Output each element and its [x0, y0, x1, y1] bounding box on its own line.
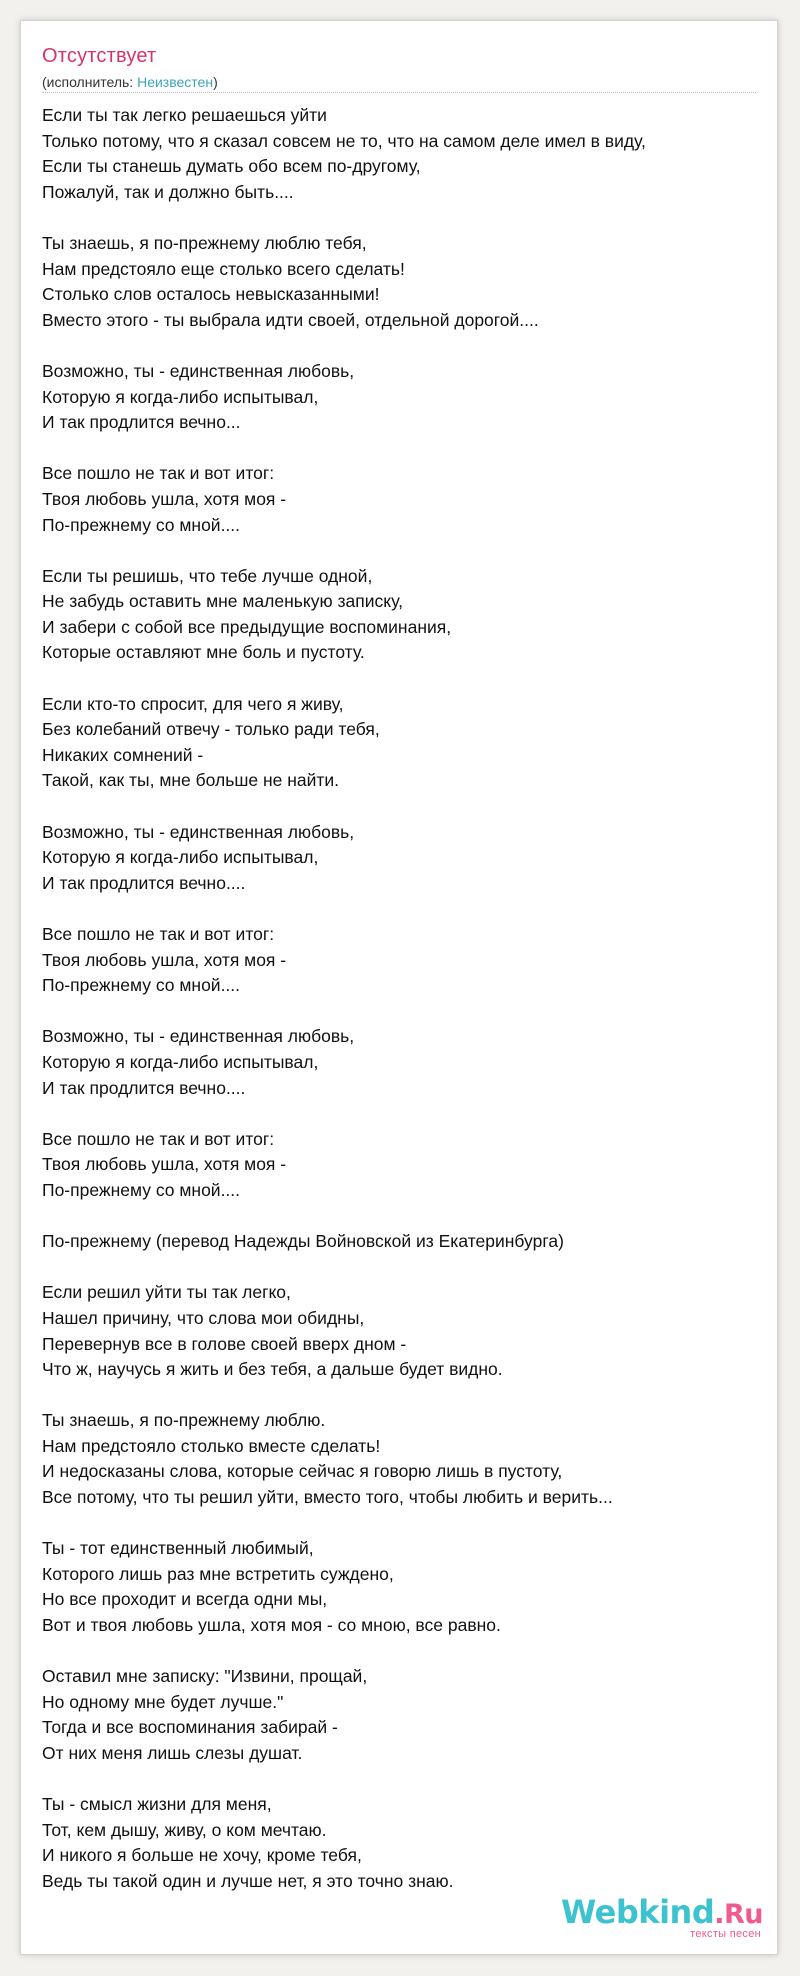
lyrics-stanza: [42, 103, 762, 205]
artist-prefix: (исполнитель:: [42, 74, 138, 90]
lyrics-line: И никого я больше не хочу, кроме тебя,: [42, 1845, 362, 1866]
lyrics-line: Твоя любовь ушла, хотя моя -: [42, 949, 287, 970]
lyrics-stanza: [42, 1664, 762, 1766]
lyrics-line: Тогда и все воспоминания забирай -: [42, 1717, 338, 1738]
lyrics-line: Ведь ты такой один и лучше нет, я это точно знаю.: [42, 1870, 454, 1891]
logo-wordmark: [561, 1893, 763, 1931]
lyrics-stanza: [42, 1127, 762, 1204]
lyrics-stanza: [42, 1280, 762, 1382]
lyrics-line: Тот, кем дышу, живу, о ком мечтаю.: [42, 1819, 327, 1840]
lyrics-line: Нам предстояло еще столько всего сделать!: [42, 258, 405, 279]
lyrics-line: И недосказаны слова, которые сейчас я говорю лишь в пустоту,: [42, 1461, 563, 1482]
site-logo[interactable]: [561, 1893, 763, 1940]
lyrics-line: Столько слов осталось невысказанными!: [42, 284, 380, 305]
lyrics-line: Все пошло не так и вот итог:: [42, 463, 275, 484]
lyrics-line: Вот и твоя любовь ушла, хотя моя - со мною, все равно.: [42, 1615, 501, 1636]
lyrics-line: По-прежнему со мной....: [42, 1179, 241, 1200]
lyrics-line: Если кто-то спросит, для чего я живу,: [42, 693, 344, 714]
lyrics-stanza: [42, 231, 762, 333]
logo-tld: .Ru: [714, 1899, 763, 1930]
lyrics-line: Никаких сомнений -: [42, 744, 204, 765]
lyrics-stanza: [42, 922, 762, 999]
lyrics-stanza: [42, 692, 762, 794]
lyrics-stanza: [42, 1229, 762, 1255]
lyrics-line: Не забудь оставить мне маленькую записку,: [42, 591, 403, 612]
lyrics-line: Твоя любовь ушла, хотя моя -: [42, 488, 287, 509]
lyrics-line: Нам предстояло столько вместе сделать!: [42, 1435, 381, 1456]
lyrics-line: Которую я когда-либо испытывал,: [42, 847, 319, 868]
lyrics-line: Без колебаний отвечу - только ради тебя,: [42, 719, 380, 740]
lyrics-line: Твоя любовь ушла, хотя моя -: [42, 1154, 287, 1175]
lyrics-stanza: [42, 1408, 762, 1510]
lyrics-stanza: [42, 1024, 762, 1101]
lyrics-line: Нашел причину, что слова мои обидны,: [42, 1307, 365, 1328]
lyrics-line: От них меня лишь слезы душат.: [42, 1743, 303, 1763]
lyrics-line: Которого лишь раз мне встретить суждено,: [42, 1563, 394, 1584]
lyrics-line: Ты знаешь, я по-прежнему люблю.: [42, 1410, 326, 1431]
lyrics-line: Если ты решишь, что тебе лучше одной,: [42, 565, 373, 586]
lyrics-text: [42, 103, 762, 1920]
lyrics-line: И так продлится вечно....: [42, 1077, 246, 1098]
lyrics-line: И так продлится вечно....: [42, 872, 246, 893]
artist-line: [42, 74, 218, 90]
lyrics-stanza: [42, 461, 762, 538]
artist-link[interactable]: Неизвестен: [137, 74, 214, 90]
lyrics-stanza: [42, 820, 762, 897]
lyrics-stanza: [42, 1792, 762, 1894]
lyrics-line: Которые оставляют мне боль и пустоту.: [42, 642, 365, 663]
lyrics-line: Ты - смысл жизни для меня,: [42, 1794, 272, 1815]
lyrics-line: Все потому, что ты решил уйти, вместо того, чтобы любить и верить...: [42, 1487, 613, 1508]
lyrics-line: Возможно, ты - единственная любовь,: [42, 1026, 355, 1047]
lyrics-line: Вместо этого - ты выбрала идти своей, отдельной дорогой....: [42, 309, 539, 330]
lyrics-line: Которую я когда-либо испытывал,: [42, 386, 319, 407]
header-divider: [42, 92, 756, 93]
lyrics-line: По-прежнему со мной....: [42, 514, 241, 535]
lyrics-line: Но одному мне будет лучше.": [42, 1691, 284, 1712]
lyrics-line: Оставил мне записку: "Извини, прощай,: [42, 1666, 368, 1687]
lyrics-line: По-прежнему (перевод Надежды Войновской из Екатеринбурга): [42, 1231, 564, 1252]
lyrics-line: Если ты так легко решаешься уйти: [42, 105, 327, 125]
lyrics-line: И так продлится вечно...: [42, 412, 241, 433]
lyrics-line: По-прежнему со мной....: [42, 975, 241, 996]
lyrics-line: Все пошло не так и вот итог:: [42, 924, 275, 944]
lyrics-line: Все пошло не так и вот итог:: [42, 1128, 275, 1149]
lyrics-line: Но все проходит и всегда одни мы,: [42, 1589, 328, 1610]
lyrics-card: [20, 20, 778, 1955]
lyrics-line: Такой, как ты, мне больше не найти.: [42, 770, 340, 791]
lyrics-line: Что ж, научусь я жить и без тебя, а дальше будет видно.: [42, 1359, 503, 1380]
lyrics-line: Возможно, ты - единственная любовь,: [42, 360, 355, 381]
logo-tagline: тексты песен: [690, 1928, 761, 1940]
song-title: Отсутствует: [42, 45, 157, 67]
lyrics-line: Ты - тот единственный любимый,: [42, 1538, 314, 1559]
artist-suffix: ): [213, 74, 218, 90]
lyrics-line: Возможно, ты - единственная любовь,: [42, 821, 355, 842]
lyrics-line: Пожалуй, так и должно быть....: [42, 181, 294, 202]
lyrics-stanza: [42, 1536, 762, 1638]
lyrics-line: Перевернув все в голове своей вверх дном -: [42, 1333, 407, 1354]
lyrics-line: Если ты станешь думать обо всем по-другому,: [42, 156, 421, 177]
lyrics-line: Ты знаешь, я по-прежнему люблю тебя,: [42, 232, 367, 253]
lyrics-line: Которую я когда-либо испытывал,: [42, 1051, 319, 1072]
lyrics-line: Только потому, что я сказал совсем не то, что на самом деле имел в виду,: [42, 130, 646, 151]
logo-main-text: Webkind: [561, 1893, 715, 1931]
lyrics-line: Если решил уйти ты так легко,: [42, 1282, 291, 1303]
lyrics-line: И забери с собой все предыдущие воспоминания,: [42, 616, 452, 637]
lyrics-stanza: [42, 359, 762, 436]
lyrics-stanza: [42, 564, 762, 666]
